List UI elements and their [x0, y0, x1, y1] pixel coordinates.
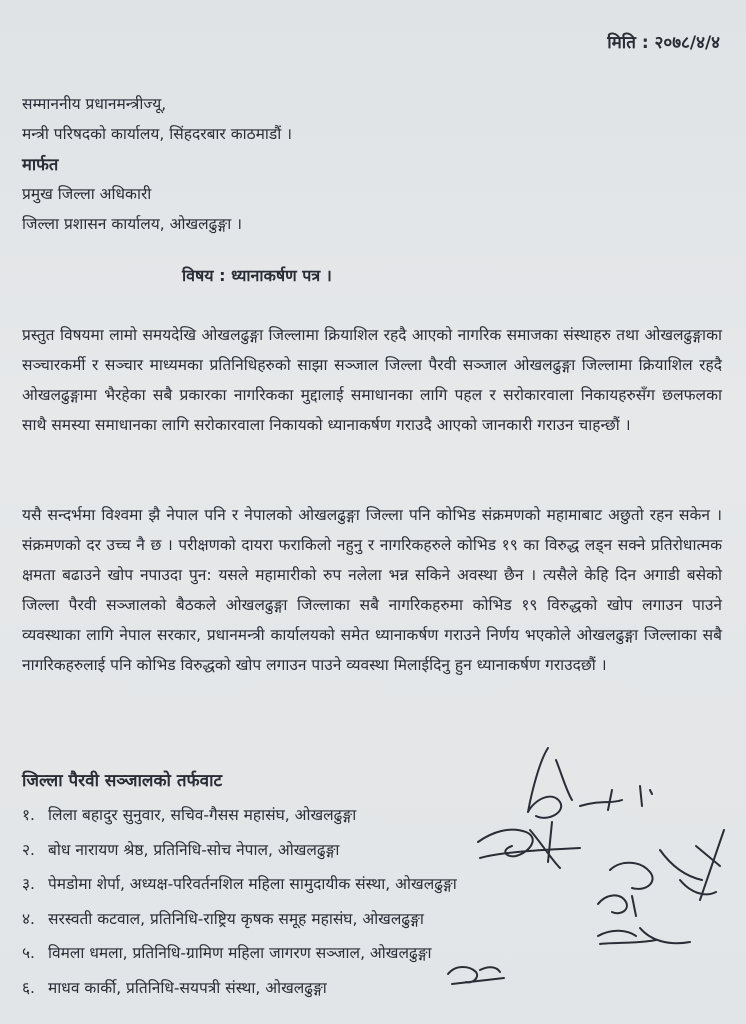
- signatory-number: ४.: [22, 909, 35, 928]
- signature-4: [598, 895, 636, 916]
- letter-date: मिति : २०७८/४/४: [607, 33, 720, 53]
- subject-line: विषय : ध्यानाकर्षण पत्र ।: [182, 266, 332, 285]
- signatory-number: ६.: [22, 978, 35, 997]
- recipient-line-2: मन्त्री परिषदको कार्यालय, सिंहदरबार काठमाडौं ।: [22, 125, 293, 143]
- signature-1: [528, 748, 652, 818]
- signatory-text: पेमडोमा शेर्पा, अध्यक्ष-परिवर्तनशिल महिला सामुदायीक संस्था, ओखलढुङ्गा: [48, 875, 457, 893]
- body-paragraph-1: प्रस्तुत विषयमा लामो समयदेखि ओखलढुङ्गा जिल्लामा क्रियाशिल रहदै आएको नागरिक समाजका संस्थाहरु तथा ओखलढुङ्गाका सञ्चारकर्मी र सञ्चार माध्यमका प्रतिनिधिहरुको साझा सञ्जाल जिल्ला पैरवी सञ्जाल ओखलढुङ्गा जिल्लामा क्रियाशिल रहदै ओखलढुङ्गामा भैरहेका सबै प्रकारका नागरिकका मुद्दालाई समाधानका लागि पहल र सरोकारवाला निकायहरुसँग छलफलका साथै समस्या समाधानका लागि सरोकारवाला निकायको ध्यानाकर्षण गराउदै आएको जानकारी गराउन चाहन्छौं ।: [22, 326, 722, 434]
- signatory-number: २.: [22, 840, 35, 859]
- signatory-number: १.: [22, 806, 35, 824]
- recipient-line-1: सम्माननीय प्रधानमन्त्रीज्यू,: [22, 95, 167, 113]
- signatory-text: लिला बहादुर सुनुवार, सचिव-गैसस महासंघ, ओखलढुङ्गा: [48, 806, 357, 824]
- signature-6: [448, 967, 504, 984]
- signature-2: [478, 822, 580, 868]
- recipient-line-4: जिल्ला प्रशासन कार्यालय, ओखलढुङ्गा ।: [22, 215, 243, 233]
- signatory-text: सरस्वती कटवाल, प्रतिनिधि-राष्ट्रिय कृषक समूह महासंघ, ओखलढुङ्गा: [48, 909, 424, 928]
- signatories-heading: जिल्ला पैरवी सञ्जालको तर्फवाट: [22, 771, 223, 791]
- signatory-number: ५.: [22, 944, 35, 962]
- signatory-number: ३.: [22, 875, 35, 893]
- signature-5: [598, 928, 690, 944]
- via-label: मार्फत: [22, 155, 59, 174]
- signatory-text: बोध नारायण श्रेष्ठ, प्रतिनिधि-सोच नेपाल, ओखलढुङ्गा: [48, 840, 340, 859]
- signatory-text: माधव कार्की, प्रतिनिधि-सयपत्री संस्था, ओखलढुङ्गा: [48, 978, 327, 997]
- recipient-line-3: प्रमुख जिल्ला अधिकारी: [22, 185, 152, 203]
- signature-3: [610, 830, 724, 900]
- body-paragraph-2: यसै सन्दर्भमा विश्वमा झै नेपाल पनि र नेपालको ओखलढुङ्गा जिल्ला पनि कोभिड संक्रमणको महामाबाट अछुतो रहन सकेन । संक्रमणको दर उच्च नै छ । परीक्षणको दायरा फराकिलो नहुनु र नागरिकहरुले कोभिड १९ का विरुद्ध लड्न सक्ने प्रतिरोधात्मक क्षमता बढाउने खोप नपाउदा पुन: यसले महामारीको रुप नलेला भन्न सकिने अवस्था छैन । त्यसैले केहि दिन अगाडी बसेको जिल्ला पैरवी सञ्जालको बैठकले ओखलढुङ्गा जिल्लाका सबै नागरिकहरुमा कोभिड १९ विरुद्धको खोप लगाउन पाउने व्यवस्थाका लागि नेपाल सरकार, प्रधानमन्त्री कार्यालयको समेत ध्यानाकर्षण गराउने निर्णय भएकोले ओखलढुङ्गा जिल्लाका सबै नागरिकहरुलाई पनि कोभिड विरुद्धको खोप लगाउन पाउने व्यवस्था मिलाईदिनु हुन ध्यानाकर्षण गराउदछौं ।: [22, 506, 722, 674]
- signatory-text: विमला धमला, प्रतिनिधि-ग्रामिण महिला जागरण सञ्जाल, ओखलढुङ्गा: [48, 944, 432, 962]
